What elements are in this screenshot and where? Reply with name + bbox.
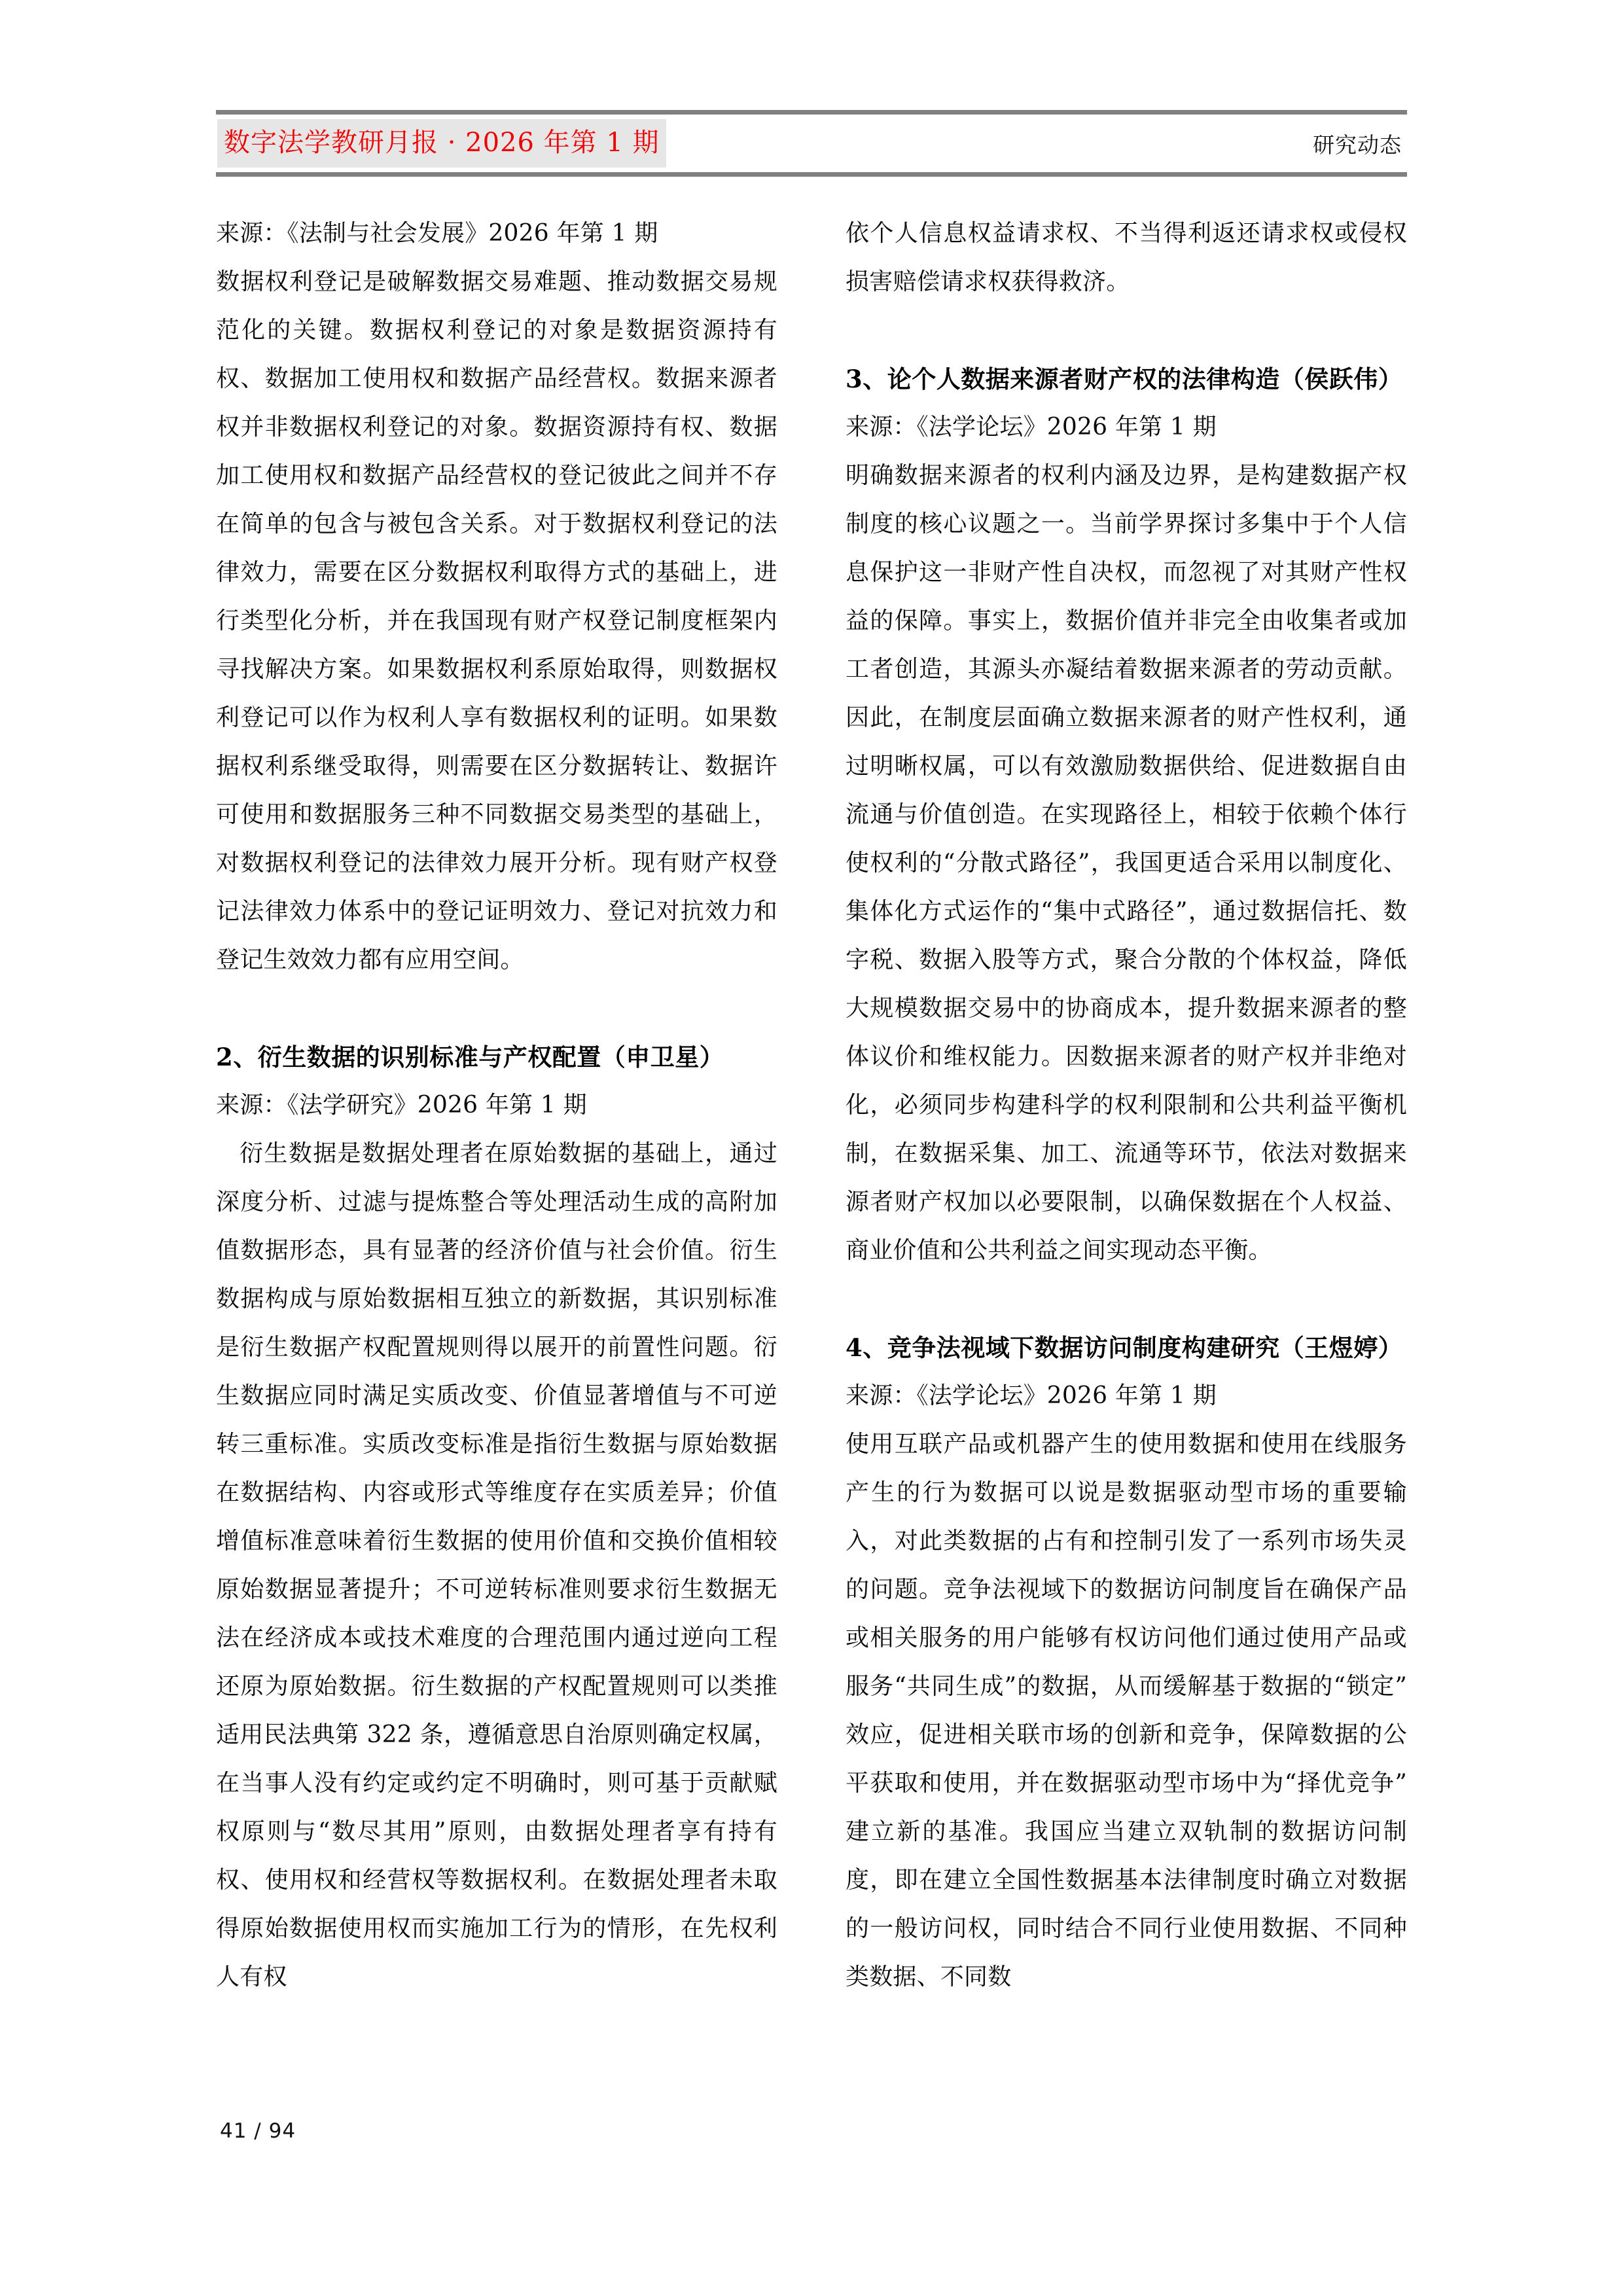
journal-title: 数字法学教研月报 · 2026 年第 1 期 xyxy=(217,119,666,168)
article3-body: 明确数据来源者的权利内涵及边界，是构建数据产权制度的核心议题之一。当前学界探讨多集中于个人信息保护这一非财产性自决权，而忽视了对其财产性权益的保障。事实上，数据价值并非完全由收集者或加工者创造，其源头亦凝结着数据来源者的劳动贡献。因此，在制度层面确立数据来源者的财产性权利，通过明晰权属，可以有效激励数据供给、促进数据自由流通与价值创造。在实现路径上，相较于依赖个体行使权利的“分散式路径”，我国更适合采用以制度化、集体化方式运作的“集中式路径”，通过数据信托、数字税、数据入股等方式，聚合分散的个体权益，降低大规模数据交易中的协商成本，提升数据来源者的整体议价和维权能力。因数据来源者的财产权并非绝对化，必须同步构建科学的权利限制和公共利益平衡机制，在数据采集、加工、流通等环节，依法对数据来源者财产权加以必要限制，以确保数据在个人权益、商业价值和公共利益之间实现动态平衡。 xyxy=(846,462,1407,1264)
section-label: 研究动态 xyxy=(1313,132,1402,158)
running-head xyxy=(216,110,1407,178)
two-column-content xyxy=(216,209,1407,2088)
heading-spacer xyxy=(846,1275,1407,1323)
article2-body: 衍生数据是数据处理者在原始数据的基础上，通过深度分析、过滤与提炼整合等处理活动生成的高附加值数据形态，具有显著的经济价值与社会价值。衍生数据构成与原始数据相互独立的新数据，其识别标准是衍生数据产权配置规则得以展开的前置性问题。衍生数据应同时满足实质改变、价值显著增值与不可逆转三重标准。实质改变标准是指衍生数据与原始数据在数据结构、内容或形式等维度存在实质差异；价值增值标准意味着衍生数据的使用价值和交换价值相较原始数据显著提升；不可逆转标准则要求衍生数据无法在经济成本或技术难度的合理范围内通过逆向工程还原为原始数据。衍生数据的产权配置规则可以类推适用民法典第 322 条，遵循意思自治原则确定权属，在当事人没有约定或约定不明确时，则可基于贡献赋权原则与“数尽其用”原则，由数据处理者享有持有权、使用权和经营权等数据权利。在数据处理者未取得原始数据使用权而实施加工行为的情形，在先权利人有权 xyxy=(216,1140,777,1990)
page-number: 41 / 94 xyxy=(220,2119,296,2143)
article1-body: 数据权利登记是破解数据交易难题、推动数据交易规范化的关键。数据权利登记的对象是数据资源持有权、数据加工使用权和数据产品经营权。数据来源者权并非数据权利登记的对象。数据资源持有权、数据加工使用权和数据产品经营权的登记彼此之间并不存在简单的包含与被包含关系。对于数据权利登记的法律效力，需要在区分数据权利取得方式的基础上，进行类型化分析，并在我国现有财产权登记制度框架内寻找解决方案。如果数据权利系原始取得，则数据权利登记可以作为权利人享有数据权利的证明。如果数据权利系继受取得，则需要在区分数据转让、数据许可使用和数据服务三种不同数据交易类型的基础上，对数据权利登记的法律效力展开分析。现有财产权登记法律效力体系中的登记证明效力、登记对抗效力和登记生效效力都有应用空间。 xyxy=(216,268,777,973)
right-column xyxy=(846,209,1407,2088)
left-column xyxy=(216,209,777,2088)
article2-continuation: 依个人信息权益请求权、不当得利返还请求权或侵权损害赔偿请求权获得救济。 xyxy=(846,220,1407,295)
article4-source: 来源：《法学论坛》2026 年第 1 期 xyxy=(846,1382,1217,1409)
article2-source: 来源：《法学研究》2026 年第 1 期 xyxy=(216,1092,587,1119)
heading-spacer xyxy=(846,306,1407,355)
article3-heading: 3、论个人数据来源者财产权的法律构造（侯跃伟） xyxy=(846,365,1403,393)
header-rule-bottom xyxy=(216,172,1407,177)
article4-body: 使用互联产品或机器产生的使用数据和使用在线服务产生的行为数据可以说是数据驱动型市场的重要输入，对此类数据的占有和控制引发了一系列市场失灵的问题。竞争法视域下的数据访问制度旨在确保产品或相关服务的用户能够有权访问他们通过使用产品或服务“共同生成”的数据，从而缓解基于数据的“锁定”效应，促进相关联市场的创新和竞争，保障数据的公平获取和使用，并在数据驱动型市场中为“择优竞争”建立新的基准。我国应当建立双轨制的数据访问制度，即在建立全国性数据基本法律制度时确立对数据的一般访问权，同时结合不同行业使用数据、不同种类数据、不同数 xyxy=(846,1431,1407,1990)
heading-spacer xyxy=(216,984,777,1033)
article1-source: 来源：《法制与社会发展》2026 年第 1 期 xyxy=(216,220,658,247)
header-row xyxy=(216,115,1407,172)
article4-heading: 4、竞争法视域下数据访问制度构建研究（王煜婷） xyxy=(846,1333,1403,1362)
article3-source: 来源：《法学论坛》2026 年第 1 期 xyxy=(846,414,1217,440)
article2-heading: 2、衍生数据的识别标准与产权配置（申卫星） xyxy=(216,1043,724,1071)
header-rule-top xyxy=(216,110,1407,115)
